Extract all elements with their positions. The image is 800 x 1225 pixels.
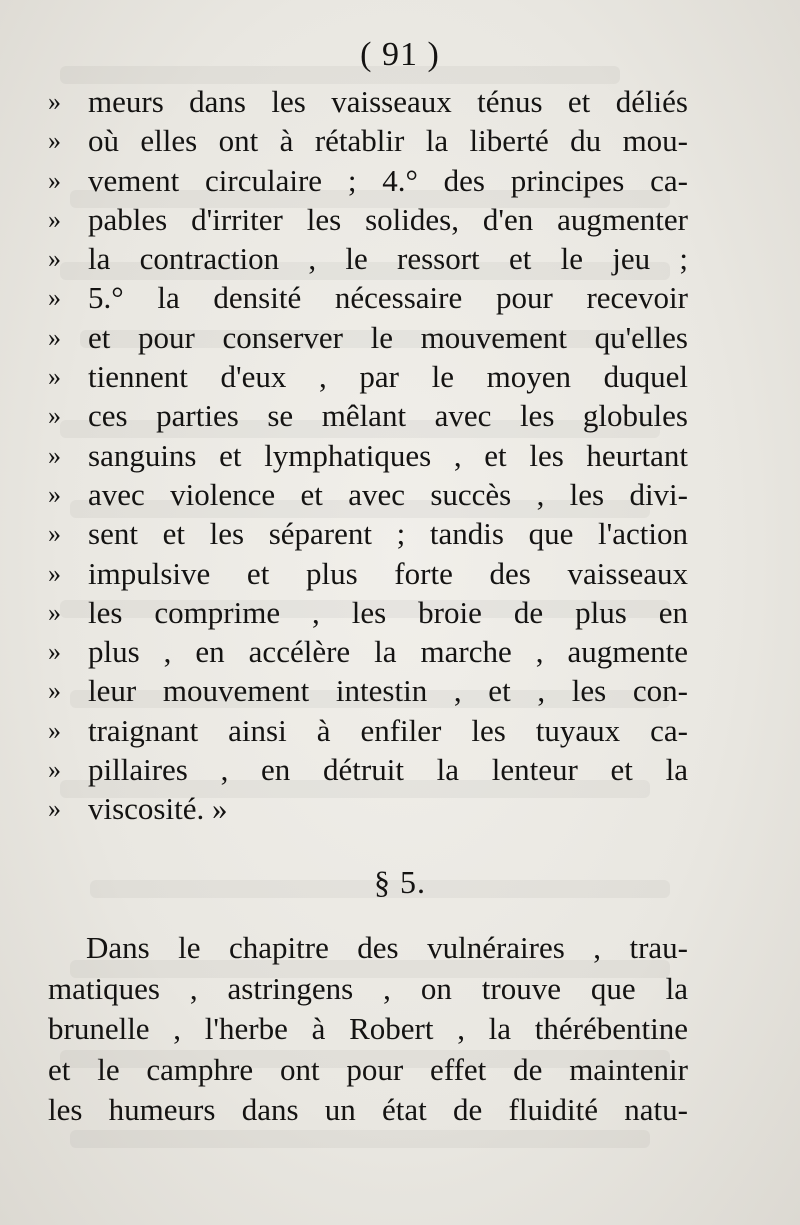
- quote-line: [48, 318, 688, 357]
- quote-line-text: pillaires , en détruit la lenteur et la: [88, 752, 688, 788]
- body-paragraph: [48, 928, 688, 1131]
- quote-line: [48, 161, 688, 200]
- quote-line: [48, 514, 688, 553]
- quote-line: [48, 121, 688, 160]
- quote-line-text: la contraction , le ressort et le jeu ;: [88, 241, 688, 277]
- quote-line-text: ces parties se mêlant avec les globules: [88, 398, 688, 434]
- quote-line-text: tiennent d'eux , par le moyen duquel: [88, 359, 688, 395]
- quote-line-text: sent et les séparent ; tandis que l'action: [88, 516, 688, 552]
- quote-line-text: sanguins et lymphatiques , et les heurtant: [88, 437, 688, 473]
- quote-line-text: vement circulaire ; 4.° des principes ca-: [88, 162, 688, 198]
- quote-line-text: pables d'irriter les solides, d'en augmenter: [88, 201, 688, 237]
- guillemet-mark: »: [48, 244, 61, 274]
- guillemet-mark: »: [48, 322, 61, 352]
- quote-line: [48, 789, 688, 828]
- quote-line: [48, 436, 688, 475]
- page-number: ( 91 ): [360, 36, 440, 73]
- guillemet-mark: »: [48, 165, 61, 195]
- quote-line: [48, 82, 688, 121]
- quote-line: [48, 593, 688, 632]
- guillemet-mark: »: [48, 401, 61, 431]
- guillemet-mark: »: [48, 637, 61, 667]
- quote-line: [48, 357, 688, 396]
- paragraph-line: Dans le chapitre des vulnéraires , trau-: [86, 930, 688, 965]
- quote-line: [48, 750, 688, 789]
- guillemet-mark: »: [48, 558, 61, 588]
- quote-line: [48, 711, 688, 750]
- guillemet-mark: »: [48, 87, 61, 116]
- guillemet-mark: »: [48, 362, 61, 392]
- paragraph-line: matiques , astringens , on trouve que la: [48, 970, 688, 1006]
- quote-line: [48, 278, 688, 317]
- quote-line-text: impulsive et plus forte des vaisseaux: [88, 555, 688, 591]
- paragraph-line: et le camphre ont pour effet de maintenir: [48, 1051, 688, 1087]
- quote-line-text: 5.° la densité nécessaire pour recevoir: [88, 280, 688, 316]
- quoted-passage: [48, 82, 688, 829]
- guillemet-mark: »: [48, 126, 61, 156]
- guillemet-mark: »: [48, 283, 61, 313]
- quote-line-text: avec violence et avec succès , les divi-: [88, 476, 688, 512]
- guillemet-mark: »: [48, 440, 61, 470]
- quote-line: [48, 632, 688, 671]
- quote-line-text: et pour conserver le mouvement qu'elles: [88, 319, 688, 355]
- guillemet-mark: »: [48, 794, 61, 824]
- quote-line: [48, 200, 688, 239]
- quote-line-text: les comprime , les broie de plus en: [88, 594, 688, 630]
- guillemet-mark: »: [48, 597, 61, 627]
- quote-line-text: leur mouvement intestin , et , les con-: [88, 673, 688, 709]
- quote-line-text: plus , en accélère la marche , augmente: [88, 634, 688, 670]
- quote-line-text: viscosité. »: [88, 791, 228, 827]
- guillemet-mark: »: [48, 755, 61, 785]
- quote-line: [48, 475, 688, 514]
- guillemet-mark: »: [48, 676, 61, 706]
- quote-line: [48, 396, 688, 435]
- guillemet-mark: »: [48, 479, 61, 509]
- paragraph-line: brunelle , l'herbe à Robert , la thérébentine: [48, 1011, 688, 1046]
- section-heading: § 5.: [374, 864, 426, 900]
- quote-line: [48, 239, 688, 278]
- quote-line-text: traignant ainsi à enfiler les tuyaux ca-: [88, 712, 688, 748]
- guillemet-mark: »: [48, 204, 61, 234]
- quote-line-text: où elles ont à rétablir la liberté du mou-: [88, 123, 688, 159]
- quote-line: [48, 554, 688, 593]
- quote-line-text: meurs dans les vaisseaux ténus et déliés: [88, 84, 688, 119]
- quote-line: [48, 671, 688, 710]
- guillemet-mark: »: [48, 519, 61, 549]
- paragraph-line: les humeurs dans un état de fluidité natu-: [48, 1092, 688, 1127]
- guillemet-mark: »: [48, 715, 61, 745]
